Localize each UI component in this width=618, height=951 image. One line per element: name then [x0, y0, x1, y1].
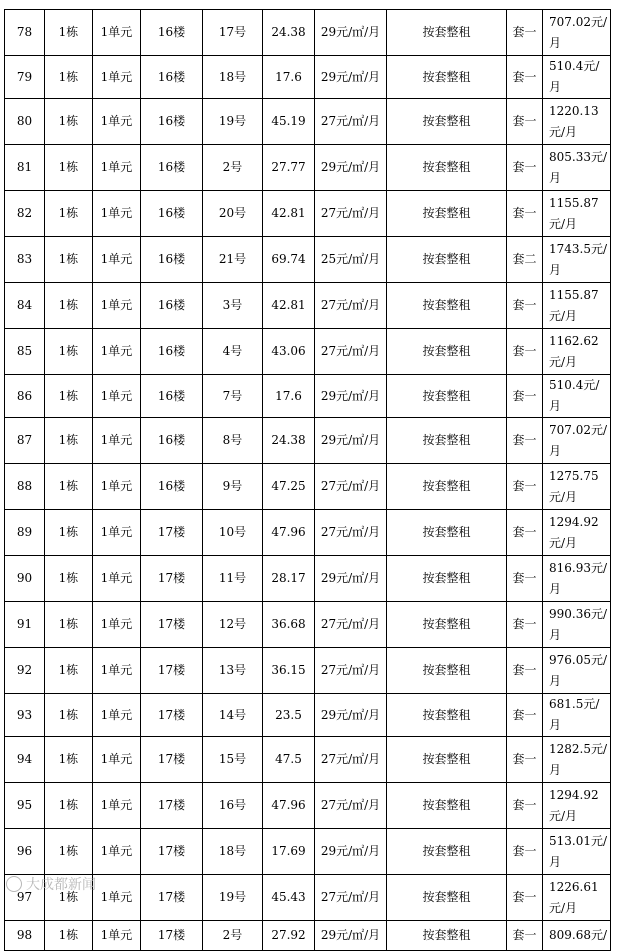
row-number-cell: 86: [5, 375, 45, 418]
unit-cell: 1单元: [93, 329, 141, 375]
unit-cell: 1单元: [93, 283, 141, 329]
monthly-rent-cell: 1162.62元/月: [543, 329, 611, 375]
room-number-cell: 10号: [203, 510, 263, 556]
table-row: [5, 829, 611, 875]
rental-mode-cell: 按套整租: [387, 56, 507, 99]
table-row: [5, 602, 611, 648]
room-number-cell: 13号: [203, 648, 263, 694]
unit-type-cell: 套一: [507, 921, 543, 951]
unit-cell: 1单元: [93, 10, 141, 56]
area-cell: 36.68: [263, 602, 315, 648]
unit-type-cell: 套一: [507, 10, 543, 56]
unit-price-cell: 29元/㎡/月: [315, 145, 387, 191]
room-number-cell: 18号: [203, 829, 263, 875]
room-number-cell: 7号: [203, 375, 263, 418]
row-number-cell: 85: [5, 329, 45, 375]
monthly-rent-cell: 1294.92元/月: [543, 783, 611, 829]
row-number-cell: 78: [5, 10, 45, 56]
unit-cell: 1单元: [93, 556, 141, 602]
unit-type-cell: 套一: [507, 602, 543, 648]
watermark-text: 大成都新闻: [26, 877, 96, 893]
table-row: [5, 10, 611, 56]
monthly-rent-cell: 510.4元/月: [543, 375, 611, 418]
room-number-cell: 19号: [203, 99, 263, 145]
area-cell: 43.06: [263, 329, 315, 375]
unit-price-cell: 27元/㎡/月: [315, 602, 387, 648]
rental-mode-cell: 按套整租: [387, 737, 507, 783]
row-number-cell: 91: [5, 602, 45, 648]
area-cell: 17.6: [263, 375, 315, 418]
monthly-rent-cell: 809.68元/: [543, 921, 611, 951]
floor-cell: 17楼: [141, 648, 203, 694]
area-cell: 28.17: [263, 556, 315, 602]
unit-cell: 1单元: [93, 602, 141, 648]
table-body: [5, 10, 611, 951]
monthly-rent-cell: 510.4元/月: [543, 56, 611, 99]
room-number-cell: 2号: [203, 921, 263, 951]
unit-cell: 1单元: [93, 145, 141, 191]
room-number-cell: 21号: [203, 237, 263, 283]
unit-cell: 1单元: [93, 921, 141, 951]
unit-cell: 1单元: [93, 237, 141, 283]
room-number-cell: 15号: [203, 737, 263, 783]
unit-type-cell: 套一: [507, 56, 543, 99]
unit-type-cell: 套一: [507, 283, 543, 329]
unit-type-cell: 套一: [507, 875, 543, 921]
unit-price-cell: 29元/㎡/月: [315, 829, 387, 875]
unit-cell: 1单元: [93, 829, 141, 875]
row-number-cell: 98: [5, 921, 45, 951]
rental-mode-cell: 按套整租: [387, 783, 507, 829]
watermark: [6, 874, 96, 894]
row-number-cell: 90: [5, 556, 45, 602]
area-cell: 47.5: [263, 737, 315, 783]
table-row: [5, 464, 611, 510]
floor-cell: 16楼: [141, 329, 203, 375]
monthly-rent-cell: 681.5元/月: [543, 694, 611, 737]
rental-mode-cell: 按套整租: [387, 694, 507, 737]
unit-price-cell: 27元/㎡/月: [315, 783, 387, 829]
monthly-rent-cell: 1155.87元/月: [543, 283, 611, 329]
area-cell: 45.19: [263, 99, 315, 145]
unit-cell: 1单元: [93, 375, 141, 418]
monthly-rent-cell: 707.02元/月: [543, 10, 611, 56]
unit-cell: 1单元: [93, 56, 141, 99]
room-number-cell: 17号: [203, 10, 263, 56]
area-cell: 27.77: [263, 145, 315, 191]
area-cell: 24.38: [263, 418, 315, 464]
rental-mode-cell: 按套整租: [387, 145, 507, 191]
table-row: [5, 56, 611, 99]
rental-mode-cell: 按套整租: [387, 875, 507, 921]
unit-price-cell: 29元/㎡/月: [315, 56, 387, 99]
building-cell: 1栋: [45, 283, 93, 329]
floor-cell: 17楼: [141, 829, 203, 875]
building-cell: 1栋: [45, 556, 93, 602]
monthly-rent-cell: 707.02元/月: [543, 418, 611, 464]
floor-cell: 17楼: [141, 783, 203, 829]
rental-mode-cell: 按套整租: [387, 375, 507, 418]
unit-cell: 1单元: [93, 191, 141, 237]
area-cell: 45.43: [263, 875, 315, 921]
room-number-cell: 2号: [203, 145, 263, 191]
room-number-cell: 11号: [203, 556, 263, 602]
unit-type-cell: 套一: [507, 145, 543, 191]
table-row: [5, 648, 611, 694]
building-cell: 1栋: [45, 145, 93, 191]
table-row: [5, 556, 611, 602]
table-row: [5, 191, 611, 237]
unit-price-cell: 27元/㎡/月: [315, 329, 387, 375]
row-number-cell: 93: [5, 694, 45, 737]
unit-type-cell: 套一: [507, 648, 543, 694]
room-number-cell: 3号: [203, 283, 263, 329]
building-cell: 1栋: [45, 829, 93, 875]
unit-price-cell: 29元/㎡/月: [315, 694, 387, 737]
monthly-rent-cell: 1220.13元/月: [543, 99, 611, 145]
floor-cell: 17楼: [141, 875, 203, 921]
area-cell: 42.81: [263, 191, 315, 237]
building-cell: 1栋: [45, 921, 93, 951]
building-cell: 1栋: [45, 375, 93, 418]
area-cell: 17.6: [263, 56, 315, 99]
monthly-rent-cell: 990.36元/月: [543, 602, 611, 648]
floor-cell: 16楼: [141, 191, 203, 237]
row-number-cell: 82: [5, 191, 45, 237]
rental-mode-cell: 按套整租: [387, 464, 507, 510]
row-number-cell: 87: [5, 418, 45, 464]
floor-cell: 16楼: [141, 418, 203, 464]
row-number-cell: 92: [5, 648, 45, 694]
building-cell: 1栋: [45, 237, 93, 283]
table-row: [5, 737, 611, 783]
unit-price-cell: 29元/㎡/月: [315, 418, 387, 464]
unit-cell: 1单元: [93, 464, 141, 510]
room-number-cell: 18号: [203, 56, 263, 99]
building-cell: 1栋: [45, 99, 93, 145]
row-number-cell: 97: [5, 875, 45, 921]
rental-listing-table: [4, 9, 611, 951]
room-number-cell: 4号: [203, 329, 263, 375]
unit-type-cell: 套一: [507, 418, 543, 464]
room-number-cell: 14号: [203, 694, 263, 737]
weibo-logo-icon: [6, 876, 22, 892]
building-cell: 1栋: [45, 329, 93, 375]
table-row: [5, 783, 611, 829]
floor-cell: 16楼: [141, 283, 203, 329]
row-number-cell: 96: [5, 829, 45, 875]
unit-type-cell: 套一: [507, 375, 543, 418]
area-cell: 47.96: [263, 783, 315, 829]
rental-mode-cell: 按套整租: [387, 556, 507, 602]
row-number-cell: 79: [5, 56, 45, 99]
building-cell: 1栋: [45, 694, 93, 737]
unit-type-cell: 套一: [507, 829, 543, 875]
rental-mode-cell: 按套整租: [387, 418, 507, 464]
unit-type-cell: 套一: [507, 99, 543, 145]
table-row: [5, 145, 611, 191]
table-row: [5, 237, 611, 283]
unit-cell: 1单元: [93, 783, 141, 829]
building-cell: 1栋: [45, 602, 93, 648]
row-number-cell: 88: [5, 464, 45, 510]
floor-cell: 16楼: [141, 56, 203, 99]
floor-cell: 17楼: [141, 694, 203, 737]
building-cell: 1栋: [45, 56, 93, 99]
area-cell: 24.38: [263, 10, 315, 56]
unit-cell: 1单元: [93, 510, 141, 556]
area-cell: 27.92: [263, 921, 315, 951]
rental-mode-cell: 按套整租: [387, 829, 507, 875]
rental-mode-cell: 按套整租: [387, 510, 507, 556]
building-cell: 1栋: [45, 648, 93, 694]
floor-cell: 17楼: [141, 921, 203, 951]
unit-cell: 1单元: [93, 737, 141, 783]
table-row: [5, 375, 611, 418]
row-number-cell: 89: [5, 510, 45, 556]
table-row: [5, 99, 611, 145]
table-row: [5, 329, 611, 375]
rental-mode-cell: 按套整租: [387, 921, 507, 951]
room-number-cell: 19号: [203, 875, 263, 921]
unit-type-cell: 套二: [507, 237, 543, 283]
building-cell: 1栋: [45, 10, 93, 56]
building-cell: 1栋: [45, 783, 93, 829]
floor-cell: 16楼: [141, 10, 203, 56]
unit-price-cell: 27元/㎡/月: [315, 510, 387, 556]
unit-price-cell: 27元/㎡/月: [315, 283, 387, 329]
area-cell: 47.25: [263, 464, 315, 510]
unit-price-cell: 27元/㎡/月: [315, 191, 387, 237]
rental-mode-cell: 按套整租: [387, 99, 507, 145]
floor-cell: 17楼: [141, 737, 203, 783]
rental-mode-cell: 按套整租: [387, 10, 507, 56]
floor-cell: 16楼: [141, 145, 203, 191]
row-number-cell: 84: [5, 283, 45, 329]
table-row: [5, 694, 611, 737]
area-cell: 47.96: [263, 510, 315, 556]
floor-cell: 16楼: [141, 375, 203, 418]
monthly-rent-cell: 1155.87元/月: [543, 191, 611, 237]
rental-mode-cell: 按套整租: [387, 191, 507, 237]
monthly-rent-cell: 976.05元/月: [543, 648, 611, 694]
unit-type-cell: 套一: [507, 464, 543, 510]
table-row: [5, 921, 611, 951]
area-cell: 36.15: [263, 648, 315, 694]
building-cell: 1栋: [45, 875, 93, 921]
area-cell: 23.5: [263, 694, 315, 737]
unit-price-cell: 29元/㎡/月: [315, 10, 387, 56]
rental-mode-cell: 按套整租: [387, 602, 507, 648]
unit-type-cell: 套一: [507, 556, 543, 602]
unit-cell: 1单元: [93, 694, 141, 737]
rental-mode-cell: 按套整租: [387, 283, 507, 329]
row-number-cell: 83: [5, 237, 45, 283]
unit-type-cell: 套一: [507, 694, 543, 737]
unit-price-cell: 29元/㎡/月: [315, 375, 387, 418]
monthly-rent-cell: 805.33元/月: [543, 145, 611, 191]
unit-price-cell: 27元/㎡/月: [315, 875, 387, 921]
building-cell: 1栋: [45, 418, 93, 464]
unit-type-cell: 套一: [507, 191, 543, 237]
room-number-cell: 20号: [203, 191, 263, 237]
building-cell: 1栋: [45, 510, 93, 556]
table-row: [5, 510, 611, 556]
floor-cell: 17楼: [141, 556, 203, 602]
unit-cell: 1单元: [93, 648, 141, 694]
room-number-cell: 9号: [203, 464, 263, 510]
row-number-cell: 95: [5, 783, 45, 829]
monthly-rent-cell: 1275.75元/月: [543, 464, 611, 510]
rental-mode-cell: 按套整租: [387, 648, 507, 694]
building-cell: 1栋: [45, 464, 93, 510]
floor-cell: 16楼: [141, 464, 203, 510]
monthly-rent-cell: 1282.5元/月: [543, 737, 611, 783]
room-number-cell: 12号: [203, 602, 263, 648]
unit-type-cell: 套一: [507, 783, 543, 829]
rental-mode-cell: 按套整租: [387, 237, 507, 283]
unit-cell: 1单元: [93, 418, 141, 464]
unit-price-cell: 29元/㎡/月: [315, 921, 387, 951]
row-number-cell: 81: [5, 145, 45, 191]
area-cell: 69.74: [263, 237, 315, 283]
floor-cell: 17楼: [141, 602, 203, 648]
unit-price-cell: 27元/㎡/月: [315, 464, 387, 510]
unit-price-cell: 27元/㎡/月: [315, 99, 387, 145]
monthly-rent-cell: 1294.92元/月: [543, 510, 611, 556]
unit-price-cell: 25元/㎡/月: [315, 237, 387, 283]
unit-price-cell: 29元/㎡/月: [315, 556, 387, 602]
unit-cell: 1单元: [93, 875, 141, 921]
monthly-rent-cell: 513.01元/月: [543, 829, 611, 875]
building-cell: 1栋: [45, 191, 93, 237]
area-cell: 17.69: [263, 829, 315, 875]
rental-mode-cell: 按套整租: [387, 329, 507, 375]
unit-price-cell: 27元/㎡/月: [315, 737, 387, 783]
floor-cell: 17楼: [141, 510, 203, 556]
unit-type-cell: 套一: [507, 510, 543, 556]
room-number-cell: 16号: [203, 783, 263, 829]
unit-type-cell: 套一: [507, 329, 543, 375]
table-row: [5, 418, 611, 464]
table-row: [5, 283, 611, 329]
building-cell: 1栋: [45, 737, 93, 783]
unit-cell: 1单元: [93, 99, 141, 145]
floor-cell: 16楼: [141, 237, 203, 283]
row-number-cell: 94: [5, 737, 45, 783]
row-number-cell: 80: [5, 99, 45, 145]
floor-cell: 16楼: [141, 99, 203, 145]
monthly-rent-cell: 1226.61元/月: [543, 875, 611, 921]
monthly-rent-cell: 816.93元/月: [543, 556, 611, 602]
monthly-rent-cell: 1743.5元/月: [543, 237, 611, 283]
unit-price-cell: 27元/㎡/月: [315, 648, 387, 694]
room-number-cell: 8号: [203, 418, 263, 464]
unit-type-cell: 套一: [507, 737, 543, 783]
area-cell: 42.81: [263, 283, 315, 329]
